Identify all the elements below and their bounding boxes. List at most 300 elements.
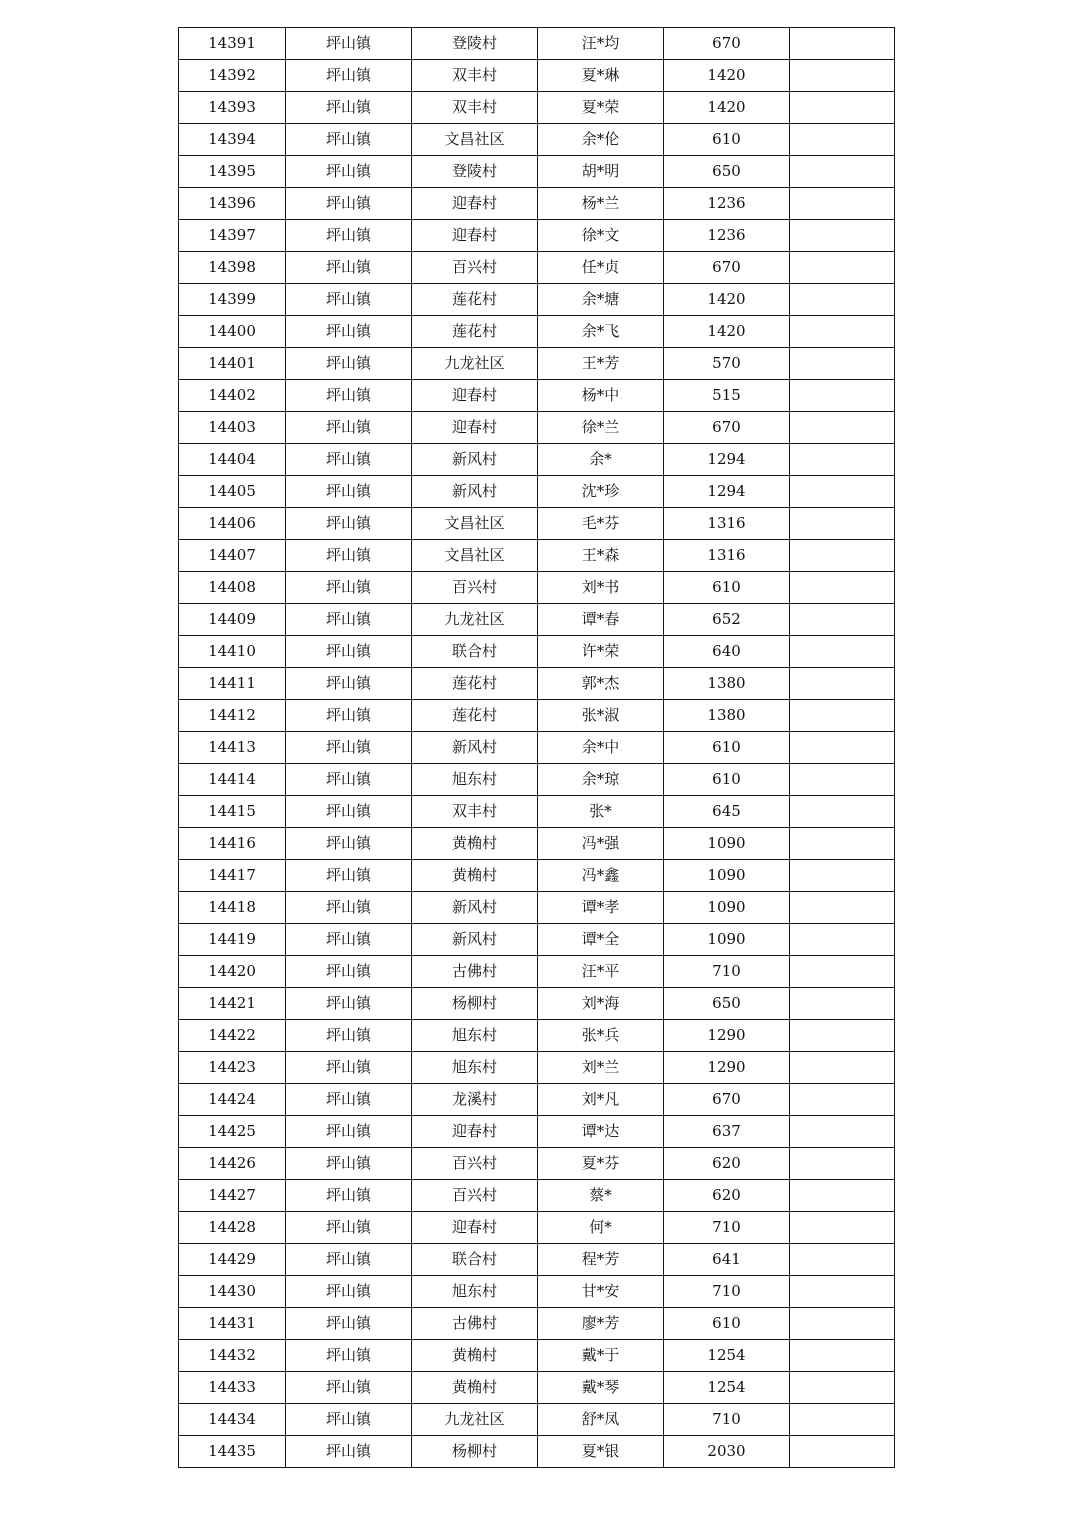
- row-number-cell: 14429: [179, 1244, 286, 1276]
- row-number-cell: 14432: [179, 1340, 286, 1372]
- village-cell: 古佛村: [412, 1308, 538, 1340]
- row-number-cell: 14421: [179, 988, 286, 1020]
- amount-cell: 610: [664, 124, 790, 156]
- amount-cell: 637: [664, 1116, 790, 1148]
- amount-cell: 1090: [664, 860, 790, 892]
- amount-cell: 515: [664, 380, 790, 412]
- amount-cell: 1290: [664, 1052, 790, 1084]
- table-row: [179, 380, 895, 412]
- remark-cell: [790, 732, 895, 764]
- village-cell: 百兴村: [412, 1180, 538, 1212]
- remark-cell: [790, 988, 895, 1020]
- remark-cell: [790, 508, 895, 540]
- table-row: [179, 1436, 895, 1468]
- table-row: [179, 1404, 895, 1436]
- remark-cell: [790, 1244, 895, 1276]
- village-cell: 龙溪村: [412, 1084, 538, 1116]
- town-cell: 坪山镇: [286, 700, 412, 732]
- table-row: [179, 1084, 895, 1116]
- town-cell: 坪山镇: [286, 412, 412, 444]
- table-row: [179, 700, 895, 732]
- row-number-cell: 14398: [179, 252, 286, 284]
- village-cell: 杨柳村: [412, 1436, 538, 1468]
- town-cell: 坪山镇: [286, 796, 412, 828]
- row-number-cell: 14404: [179, 444, 286, 476]
- name-cell: 谭*孝: [538, 892, 664, 924]
- row-number-cell: 14393: [179, 92, 286, 124]
- amount-cell: 620: [664, 1148, 790, 1180]
- row-number-cell: 14407: [179, 540, 286, 572]
- name-cell: 徐*兰: [538, 412, 664, 444]
- table-row: [179, 476, 895, 508]
- town-cell: 坪山镇: [286, 92, 412, 124]
- row-number-cell: 14422: [179, 1020, 286, 1052]
- town-cell: 坪山镇: [286, 956, 412, 988]
- name-cell: 汪*均: [538, 28, 664, 60]
- remark-cell: [790, 444, 895, 476]
- village-cell: 黄桷村: [412, 1340, 538, 1372]
- row-number-cell: 14417: [179, 860, 286, 892]
- name-cell: 沈*珍: [538, 476, 664, 508]
- row-number-cell: 14420: [179, 956, 286, 988]
- name-cell: 余*伦: [538, 124, 664, 156]
- row-number-cell: 14412: [179, 700, 286, 732]
- amount-cell: 1294: [664, 444, 790, 476]
- town-cell: 坪山镇: [286, 540, 412, 572]
- town-cell: 坪山镇: [286, 284, 412, 316]
- row-number-cell: 14413: [179, 732, 286, 764]
- town-cell: 坪山镇: [286, 636, 412, 668]
- row-number-cell: 14403: [179, 412, 286, 444]
- table-row: [179, 1340, 895, 1372]
- remark-cell: [790, 796, 895, 828]
- row-number-cell: 14410: [179, 636, 286, 668]
- remark-cell: [790, 1372, 895, 1404]
- table-row: [179, 28, 895, 60]
- village-cell: 百兴村: [412, 572, 538, 604]
- amount-cell: 710: [664, 1404, 790, 1436]
- remark-cell: [790, 1308, 895, 1340]
- amount-cell: 620: [664, 1180, 790, 1212]
- remark-cell: [790, 92, 895, 124]
- name-cell: 余*塘: [538, 284, 664, 316]
- name-cell: 夏*银: [538, 1436, 664, 1468]
- row-number-cell: 14400: [179, 316, 286, 348]
- name-cell: 夏*荣: [538, 92, 664, 124]
- remark-cell: [790, 540, 895, 572]
- town-cell: 坪山镇: [286, 764, 412, 796]
- row-number-cell: 14392: [179, 60, 286, 92]
- amount-cell: 641: [664, 1244, 790, 1276]
- row-number-cell: 14396: [179, 188, 286, 220]
- village-cell: 迎春村: [412, 380, 538, 412]
- amount-cell: 1236: [664, 188, 790, 220]
- village-cell: 双丰村: [412, 796, 538, 828]
- name-cell: 何*: [538, 1212, 664, 1244]
- village-cell: 迎春村: [412, 220, 538, 252]
- village-cell: 莲花村: [412, 700, 538, 732]
- town-cell: 坪山镇: [286, 1212, 412, 1244]
- town-cell: 坪山镇: [286, 188, 412, 220]
- town-cell: 坪山镇: [286, 572, 412, 604]
- remark-cell: [790, 316, 895, 348]
- name-cell: 谭*达: [538, 1116, 664, 1148]
- name-cell: 舒*凤: [538, 1404, 664, 1436]
- town-cell: 坪山镇: [286, 1244, 412, 1276]
- name-cell: 廖*芳: [538, 1308, 664, 1340]
- town-cell: 坪山镇: [286, 60, 412, 92]
- amount-cell: 645: [664, 796, 790, 828]
- town-cell: 坪山镇: [286, 1052, 412, 1084]
- row-number-cell: 14431: [179, 1308, 286, 1340]
- table-row: [179, 828, 895, 860]
- amount-cell: 1420: [664, 92, 790, 124]
- village-cell: 联合村: [412, 636, 538, 668]
- row-number-cell: 14426: [179, 1148, 286, 1180]
- row-number-cell: 14397: [179, 220, 286, 252]
- remark-cell: [790, 1340, 895, 1372]
- town-cell: 坪山镇: [286, 604, 412, 636]
- table-row: [179, 924, 895, 956]
- amount-cell: 610: [664, 572, 790, 604]
- name-cell: 王*芳: [538, 348, 664, 380]
- village-cell: 迎春村: [412, 412, 538, 444]
- row-number-cell: 14419: [179, 924, 286, 956]
- table-row: [179, 956, 895, 988]
- village-cell: 迎春村: [412, 188, 538, 220]
- name-cell: 王*森: [538, 540, 664, 572]
- name-cell: 张*淑: [538, 700, 664, 732]
- table-row: [179, 764, 895, 796]
- table-row: [179, 156, 895, 188]
- table-row: [179, 1148, 895, 1180]
- amount-cell: 610: [664, 732, 790, 764]
- remark-cell: [790, 636, 895, 668]
- name-cell: 余*: [538, 444, 664, 476]
- row-number-cell: 14425: [179, 1116, 286, 1148]
- village-cell: 登陵村: [412, 156, 538, 188]
- amount-cell: 1316: [664, 508, 790, 540]
- row-number-cell: 14423: [179, 1052, 286, 1084]
- amount-cell: 1090: [664, 924, 790, 956]
- village-cell: 黄桷村: [412, 828, 538, 860]
- town-cell: 坪山镇: [286, 1276, 412, 1308]
- table-row: [179, 284, 895, 316]
- village-cell: 双丰村: [412, 60, 538, 92]
- town-cell: 坪山镇: [286, 1436, 412, 1468]
- name-cell: 戴*琴: [538, 1372, 664, 1404]
- remark-cell: [790, 604, 895, 636]
- table-row: [179, 1020, 895, 1052]
- name-cell: 任*贞: [538, 252, 664, 284]
- name-cell: 谭*春: [538, 604, 664, 636]
- row-number-cell: 14411: [179, 668, 286, 700]
- row-number-cell: 14418: [179, 892, 286, 924]
- table-row: [179, 988, 895, 1020]
- row-number-cell: 14405: [179, 476, 286, 508]
- town-cell: 坪山镇: [286, 860, 412, 892]
- row-number-cell: 14402: [179, 380, 286, 412]
- name-cell: 汪*平: [538, 956, 664, 988]
- table-row: [179, 668, 895, 700]
- name-cell: 冯*鑫: [538, 860, 664, 892]
- remark-cell: [790, 572, 895, 604]
- name-cell: 杨*中: [538, 380, 664, 412]
- remark-cell: [790, 476, 895, 508]
- remark-cell: [790, 1276, 895, 1308]
- amount-cell: 610: [664, 1308, 790, 1340]
- amount-cell: 652: [664, 604, 790, 636]
- town-cell: 坪山镇: [286, 1020, 412, 1052]
- village-cell: 百兴村: [412, 1148, 538, 1180]
- village-cell: 双丰村: [412, 92, 538, 124]
- name-cell: 余*飞: [538, 316, 664, 348]
- amount-cell: 1380: [664, 700, 790, 732]
- row-number-cell: 14394: [179, 124, 286, 156]
- name-cell: 蔡*: [538, 1180, 664, 1212]
- remark-cell: [790, 828, 895, 860]
- amount-cell: 640: [664, 636, 790, 668]
- name-cell: 刘*凡: [538, 1084, 664, 1116]
- row-number-cell: 14406: [179, 508, 286, 540]
- table-row: [179, 252, 895, 284]
- remark-cell: [790, 1404, 895, 1436]
- row-number-cell: 14414: [179, 764, 286, 796]
- remark-cell: [790, 252, 895, 284]
- table-row: [179, 60, 895, 92]
- village-cell: 文昌社区: [412, 124, 538, 156]
- amount-cell: 710: [664, 1212, 790, 1244]
- amount-cell: 650: [664, 988, 790, 1020]
- row-number-cell: 14391: [179, 28, 286, 60]
- amount-cell: 670: [664, 1084, 790, 1116]
- table-row: [179, 1180, 895, 1212]
- remark-cell: [790, 284, 895, 316]
- remark-cell: [790, 1052, 895, 1084]
- amount-cell: 1254: [664, 1372, 790, 1404]
- village-cell: 文昌社区: [412, 540, 538, 572]
- remark-cell: [790, 412, 895, 444]
- table-row: [179, 796, 895, 828]
- village-cell: 文昌社区: [412, 508, 538, 540]
- name-cell: 程*芳: [538, 1244, 664, 1276]
- name-cell: 胡*明: [538, 156, 664, 188]
- row-number-cell: 14409: [179, 604, 286, 636]
- village-cell: 九龙社区: [412, 348, 538, 380]
- amount-cell: 650: [664, 156, 790, 188]
- village-cell: 古佛村: [412, 956, 538, 988]
- village-cell: 莲花村: [412, 284, 538, 316]
- town-cell: 坪山镇: [286, 380, 412, 412]
- row-number-cell: 14395: [179, 156, 286, 188]
- village-cell: 百兴村: [412, 252, 538, 284]
- remark-cell: [790, 220, 895, 252]
- table-row: [179, 860, 895, 892]
- amount-cell: 670: [664, 412, 790, 444]
- row-number-cell: 14401: [179, 348, 286, 380]
- town-cell: 坪山镇: [286, 1372, 412, 1404]
- name-cell: 刘*书: [538, 572, 664, 604]
- remark-cell: [790, 124, 895, 156]
- village-cell: 九龙社区: [412, 1404, 538, 1436]
- town-cell: 坪山镇: [286, 444, 412, 476]
- row-number-cell: 14408: [179, 572, 286, 604]
- town-cell: 坪山镇: [286, 1404, 412, 1436]
- table-row: [179, 188, 895, 220]
- village-cell: 新风村: [412, 476, 538, 508]
- amount-cell: 710: [664, 956, 790, 988]
- town-cell: 坪山镇: [286, 828, 412, 860]
- name-cell: 余*中: [538, 732, 664, 764]
- village-cell: 黄桷村: [412, 860, 538, 892]
- name-cell: 刘*海: [538, 988, 664, 1020]
- village-cell: 新风村: [412, 444, 538, 476]
- data-table: [178, 27, 895, 1468]
- table-row: [179, 1052, 895, 1084]
- table-row: [179, 1116, 895, 1148]
- village-cell: 九龙社区: [412, 604, 538, 636]
- remark-cell: [790, 1212, 895, 1244]
- amount-cell: 610: [664, 764, 790, 796]
- town-cell: 坪山镇: [286, 924, 412, 956]
- town-cell: 坪山镇: [286, 1148, 412, 1180]
- town-cell: 坪山镇: [286, 316, 412, 348]
- amount-cell: 670: [664, 252, 790, 284]
- row-number-cell: 14430: [179, 1276, 286, 1308]
- town-cell: 坪山镇: [286, 1308, 412, 1340]
- town-cell: 坪山镇: [286, 220, 412, 252]
- town-cell: 坪山镇: [286, 124, 412, 156]
- remark-cell: [790, 892, 895, 924]
- village-cell: 黄桷村: [412, 1372, 538, 1404]
- name-cell: 夏*琳: [538, 60, 664, 92]
- village-cell: 新风村: [412, 924, 538, 956]
- village-cell: 联合村: [412, 1244, 538, 1276]
- amount-cell: 1316: [664, 540, 790, 572]
- town-cell: 坪山镇: [286, 1084, 412, 1116]
- village-cell: 莲花村: [412, 316, 538, 348]
- amount-cell: 2030: [664, 1436, 790, 1468]
- town-cell: 坪山镇: [286, 988, 412, 1020]
- row-number-cell: 14428: [179, 1212, 286, 1244]
- village-cell: 新风村: [412, 732, 538, 764]
- remark-cell: [790, 348, 895, 380]
- table-row: [179, 220, 895, 252]
- table-row: [179, 604, 895, 636]
- village-cell: 迎春村: [412, 1116, 538, 1148]
- town-cell: 坪山镇: [286, 476, 412, 508]
- town-cell: 坪山镇: [286, 1116, 412, 1148]
- table-row: [179, 444, 895, 476]
- town-cell: 坪山镇: [286, 508, 412, 540]
- amount-cell: 1290: [664, 1020, 790, 1052]
- table-row: [179, 892, 895, 924]
- table-body: [179, 28, 895, 1468]
- village-cell: 杨柳村: [412, 988, 538, 1020]
- table-row: [179, 1244, 895, 1276]
- row-number-cell: 14435: [179, 1436, 286, 1468]
- town-cell: 坪山镇: [286, 252, 412, 284]
- amount-cell: 1420: [664, 284, 790, 316]
- amount-cell: 1294: [664, 476, 790, 508]
- name-cell: 谭*全: [538, 924, 664, 956]
- amount-cell: 1254: [664, 1340, 790, 1372]
- amount-cell: 1420: [664, 316, 790, 348]
- village-cell: 新风村: [412, 892, 538, 924]
- town-cell: 坪山镇: [286, 1180, 412, 1212]
- amount-cell: 710: [664, 1276, 790, 1308]
- town-cell: 坪山镇: [286, 28, 412, 60]
- name-cell: 夏*芬: [538, 1148, 664, 1180]
- table-row: [179, 412, 895, 444]
- table-row: [179, 124, 895, 156]
- row-number-cell: 14399: [179, 284, 286, 316]
- remark-cell: [790, 860, 895, 892]
- amount-cell: 1380: [664, 668, 790, 700]
- amount-cell: 670: [664, 28, 790, 60]
- town-cell: 坪山镇: [286, 156, 412, 188]
- name-cell: 杨*兰: [538, 188, 664, 220]
- remark-cell: [790, 380, 895, 412]
- village-cell: 旭东村: [412, 764, 538, 796]
- remark-cell: [790, 668, 895, 700]
- name-cell: 戴*于: [538, 1340, 664, 1372]
- remark-cell: [790, 1116, 895, 1148]
- name-cell: 刘*兰: [538, 1052, 664, 1084]
- remark-cell: [790, 956, 895, 988]
- name-cell: 甘*安: [538, 1276, 664, 1308]
- village-cell: 登陵村: [412, 28, 538, 60]
- village-cell: 莲花村: [412, 668, 538, 700]
- amount-cell: 570: [664, 348, 790, 380]
- row-number-cell: 14416: [179, 828, 286, 860]
- remark-cell: [790, 924, 895, 956]
- table-row: [179, 572, 895, 604]
- remark-cell: [790, 1084, 895, 1116]
- table-row: [179, 1276, 895, 1308]
- row-number-cell: 14434: [179, 1404, 286, 1436]
- name-cell: 徐*文: [538, 220, 664, 252]
- name-cell: 冯*强: [538, 828, 664, 860]
- remark-cell: [790, 1180, 895, 1212]
- name-cell: 张*: [538, 796, 664, 828]
- row-number-cell: 14433: [179, 1372, 286, 1404]
- table-row: [179, 1212, 895, 1244]
- remark-cell: [790, 700, 895, 732]
- table-row: [179, 636, 895, 668]
- amount-cell: 1090: [664, 828, 790, 860]
- amount-cell: 1090: [664, 892, 790, 924]
- table-row: [179, 92, 895, 124]
- remark-cell: [790, 1148, 895, 1180]
- name-cell: 余*琼: [538, 764, 664, 796]
- village-cell: 旭东村: [412, 1276, 538, 1308]
- name-cell: 毛*芬: [538, 508, 664, 540]
- town-cell: 坪山镇: [286, 348, 412, 380]
- village-cell: 迎春村: [412, 1212, 538, 1244]
- row-number-cell: 14415: [179, 796, 286, 828]
- village-cell: 旭东村: [412, 1052, 538, 1084]
- remark-cell: [790, 764, 895, 796]
- name-cell: 许*荣: [538, 636, 664, 668]
- table-row: [179, 508, 895, 540]
- name-cell: 张*兵: [538, 1020, 664, 1052]
- table-row: [179, 348, 895, 380]
- table-row: [179, 732, 895, 764]
- remark-cell: [790, 60, 895, 92]
- name-cell: 郭*杰: [538, 668, 664, 700]
- amount-cell: 1420: [664, 60, 790, 92]
